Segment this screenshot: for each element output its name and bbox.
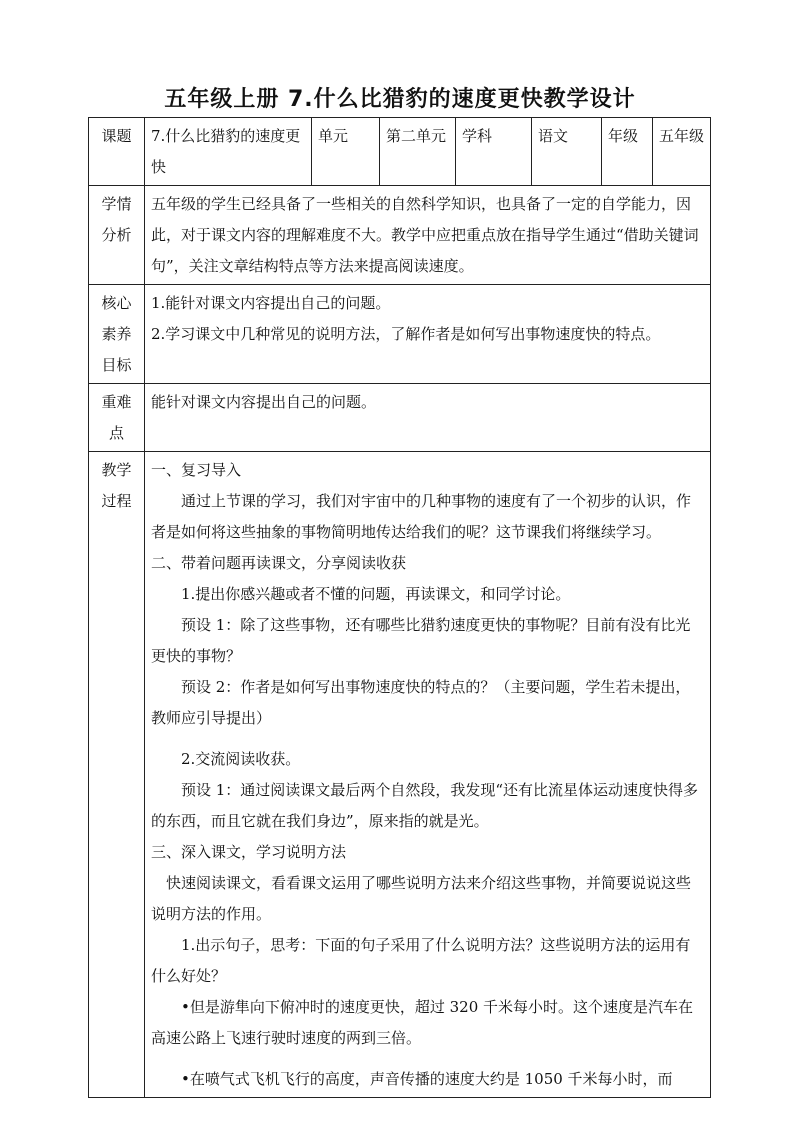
grade-value: 五年级	[653, 118, 711, 186]
goals-row	[89, 285, 711, 384]
paragraph: 1.提出你感兴趣或者不懂的问题，再读课文，和同学讨论。	[181, 585, 571, 603]
subject-label: 学科	[456, 118, 532, 186]
paragraph: 预设 1：除了这些事物，还有哪些比猎豹速度更快的事物呢？目前有没有比光更快的事物？	[151, 616, 691, 665]
key-points-label: 重难点	[89, 384, 145, 452]
process-content	[145, 452, 711, 1098]
goals-content	[145, 285, 711, 384]
key-points-text: 能针对课文内容提出自己的问题。	[145, 384, 711, 452]
paragraph: 通过上节课的学习，我们对宇宙中的几种事物的速度有了一个初步的认识，作者是如何将这些抽象的事物简明地传达给我们的呢？这节课我们将继续学习。	[151, 492, 692, 541]
paragraph: •但是游隼向下俯冲时的速度更快，超过 320 千米每小时。这个速度是汽车在高速公路上飞速行驶时速度的两到三倍。	[151, 998, 694, 1047]
paragraph: •在喷气式飞机飞行的高度，声音传播的速度大约是 1050 千米每小时，而	[181, 1070, 673, 1088]
goal-item: 2.学习课文中几种常见的说明方法，了解作者是如何写出事物速度快的特点。	[151, 325, 661, 343]
paragraph: 预设 1：通过阅读课文最后两个自然段，我发现“还有比流星体运动速度快得多的东西，而且它就在我们身边”，原来指的就是光。	[151, 781, 698, 830]
lesson-plan-table	[88, 117, 711, 1098]
header-row	[89, 118, 711, 186]
unit-label: 单元	[312, 118, 380, 186]
paragraph: 1.出示句子，思考：下面的句子采用了什么说明方法？这些说明方法的运用有什么好处？	[151, 936, 691, 985]
goals-label: 核心素养目标	[89, 285, 145, 384]
course-label: 课题	[89, 118, 145, 186]
key-points-row	[89, 384, 711, 452]
section-heading: 二、带着问题再读课文，分享阅读收获	[151, 554, 407, 572]
paragraph: 2.交流阅读收获。	[181, 750, 301, 768]
goal-item: 1.能针对课文内容提出自己的问题。	[151, 294, 391, 312]
course-value: 7.什么比猎豹的速度更快	[145, 118, 312, 186]
process-label: 教学过程	[89, 452, 145, 1098]
page-title: 五年级上册 7.什么比猎豹的速度更快教学设计	[164, 87, 636, 112]
process-row	[89, 452, 711, 1098]
grade-label: 年级	[602, 118, 653, 186]
unit-value: 第二单元	[380, 118, 456, 186]
subject-value: 语文	[532, 118, 602, 186]
paragraph: 预设 2：作者是如何写出事物速度快的特点的？（主要问题，学生若未提出，教师应引导提出）	[151, 678, 691, 727]
analysis-text: 五年级的学生已经具备了一些相关的自然科学知识，也具备了一定的自学能力，因此，对于课文内容的理解难度不大。教学中应把重点放在指导学生通过“借助关键词句”，关注文章结构特点等方法来提高阅读速度。	[145, 186, 711, 285]
paragraph: 快速阅读课文，看看课文运用了哪些说明方法来介绍这些事物，并简要说说这些说明方法的作用。	[151, 874, 692, 923]
section-heading: 一、复习导入	[151, 461, 242, 479]
section-heading: 三、深入课文，学习说明方法	[151, 843, 347, 861]
analysis-label: 学情分析	[89, 186, 145, 285]
analysis-row	[89, 186, 711, 285]
